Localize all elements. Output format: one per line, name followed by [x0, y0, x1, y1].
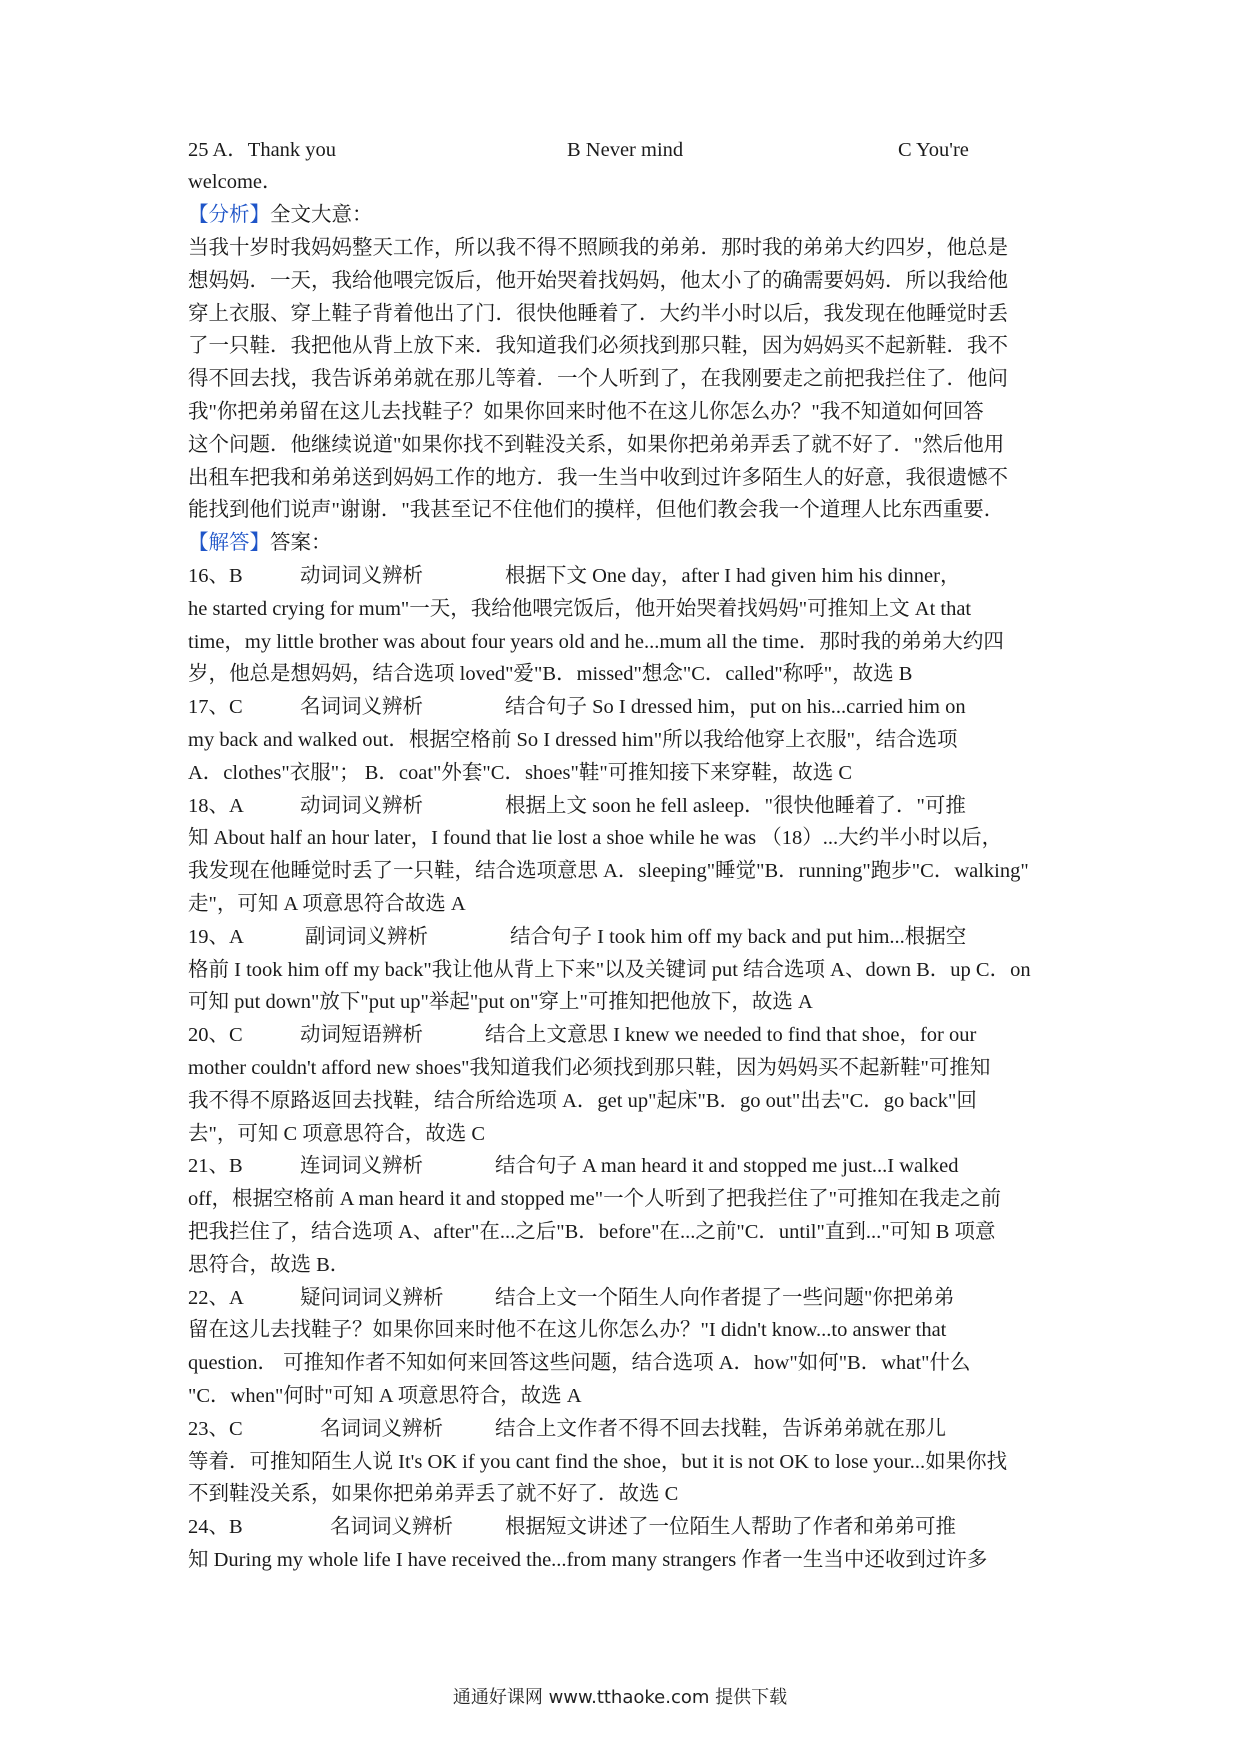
- answer-item-type: 动词短语辨析: [300, 1024, 423, 1047]
- answer-item-type: 疑问词词义辨析: [300, 1286, 444, 1309]
- q25-row: [188, 134, 336, 166]
- answer-item-number: 22、A: [188, 1286, 244, 1309]
- analysis-line: 得不回去找，我告诉弟弟就在那儿等着．一个人听到了，在我刚要走之前把我拦住了．他问: [188, 368, 1008, 391]
- answer-item-explanation: 结合上文作者不得不回去找鞋，告诉弟弟就在那儿: [495, 1417, 946, 1440]
- answer-item-line: 岁，他总是想妈妈，结合选项 loved"爱"B．missed"想念"C．called"称呼"，故选 B: [188, 663, 913, 686]
- answer-item-line: A．clothes"衣服"； B．coat"外套"C．shoes"鞋"可推知接下来穿鞋，故选 C: [188, 761, 853, 784]
- answer-item-line: 留在这儿去找鞋子？如果你回来时他不在这儿你怎么办？"I didn't know...to answer that: [188, 1319, 947, 1342]
- analysis-line: 了一只鞋．我把他从背上放下来．我知道我们必须找到那只鞋，因为妈妈买不起新鞋．我不: [188, 335, 1008, 358]
- answer-item-line: 可知 put down"放下"put up"举起"put on"穿上"可推知把他放下，故选 A: [188, 991, 813, 1014]
- answer-item-explanation: 结合上文一个陌生人向作者提了一些问题"你把弟弟: [495, 1286, 955, 1309]
- page-footer: 通通好课网 www.tthaoke.com 提供下载: [452, 1687, 788, 1708]
- answer-item-explanation: 结合句子 I took him off my back and put him...根据空: [510, 925, 967, 948]
- q25-option-b: B Never mind: [567, 139, 684, 161]
- answer-item-line: "C．when"何时"可知 A 项意思符合，故选 A: [188, 1385, 582, 1407]
- answer-item-line: off，根据空格前 A man heard it and stopped me"一个人听到了把我拦住了"可推知在我走之前: [188, 1188, 1001, 1211]
- answer-item-explanation: 结合句子 A man heard it and stopped me just...I walked: [495, 1155, 959, 1178]
- answer-item-line: 去"，可知 C 项意思符合，故选 C: [188, 1122, 486, 1145]
- answer-item-explanation: 结合上文意思 I knew we needed to find that shoe，for our: [485, 1024, 977, 1047]
- answer-item-number: 19、A: [188, 925, 244, 948]
- answer-item-line: 思符合，故选 B．: [188, 1253, 351, 1276]
- answer-heading: [188, 527, 332, 559]
- analysis-line: 想妈妈．一天，我给他喂完饭后，他开始哭着找妈妈，他太小了的确需要妈妈．所以我给他: [188, 269, 1008, 292]
- answer-item-line: 我发现在他睡觉时丢了一只鞋，结合选项意思 A．sleeping"睡觉"B．running"跑步"C．walking": [188, 860, 1029, 883]
- answer-item-line: time，my little brother was about four years old and he...mum all the time．那时我的弟弟大约四: [188, 630, 1004, 653]
- answer-item-number: 23、C: [188, 1417, 243, 1440]
- answer-item-type: 名词词义辨析: [330, 1516, 453, 1539]
- answer-item-line: he started crying for mum"一天，我给他喂完饭后，他开始哭着找妈妈"可推知上文 At that: [188, 597, 972, 620]
- answer-item-explanation: 结合句子 So I dressed him，put on his...carried him on: [505, 696, 966, 719]
- answer-item-line: 知 During my whole life I have received the...from many strangers 作者一生当中还收到过许多: [188, 1549, 988, 1571]
- answer-item-line: 格前 I took him off my back"我让他从背上下来"以及关键词 put 结合选项 A、down B．up C．on: [188, 958, 1031, 981]
- answer-item-number: 21、B: [188, 1155, 243, 1178]
- answer-item-number: 18、A: [188, 794, 244, 817]
- analysis-line: 当我十岁时我妈妈整天工作，所以我不得不照顾我的弟弟．那时我的弟弟大约四岁，他总是: [188, 237, 1008, 259]
- answer-title: 答案：: [270, 532, 332, 554]
- answer-item-type: 动词词义辨析: [300, 565, 423, 587]
- analysis-line: 穿上衣服、穿上鞋子背着他出了门．很快他睡着了．大约半小时以后，我发现在他睡觉时丢: [188, 302, 1008, 325]
- answer-item-line: mother couldn't afford new shoes"我知道我们必须找到那只鞋，因为妈妈买不起新鞋"可推知: [188, 1057, 991, 1079]
- answer-item-number: 17、C: [188, 696, 243, 719]
- answer-item-type: 名词词义辨析: [300, 696, 423, 719]
- answer-item-line: 我不得不原路返回去找鞋，结合所给选项 A．get up"起床"B．go out"出去"C．go back"回: [188, 1089, 977, 1112]
- answer-item-explanation: 根据上文 soon he fell asleep．"很快他睡着了．"可推: [505, 794, 966, 817]
- analysis-line: 这个问题．他继续说道"如果你找不到鞋没关系，如果你把弟弟弄丢了就不好了．"然后他用: [188, 433, 1005, 456]
- answer-item-number: 24、B: [188, 1516, 243, 1539]
- analysis-line: 我"你把弟弟留在这儿去找鞋子？如果你回来时他不在这儿你怎么办？"我不知道如何回答: [188, 401, 984, 423]
- answer-item-explanation: 根据短文讲述了一位陌生人帮助了作者和弟弟可推: [505, 1516, 956, 1539]
- answer-item-line: my back and walked out．根据空格前 So I dressed him"所以我给他穿上衣服"，结合选项: [188, 729, 958, 751]
- answer-item-type: 名词词义辨析: [320, 1417, 443, 1440]
- answer-item-line: 把我拦住了，结合选项 A、after"在...之后"B．before"在...之前"C．until"直到..."可知 B 项意: [188, 1221, 996, 1243]
- answer-item-type: 连词词义辨析: [300, 1155, 423, 1178]
- q25-option-c: C You're: [898, 139, 969, 161]
- answer-item-number: 16、B: [188, 565, 243, 587]
- analysis-line: 能找到他们说声"谢谢．"我甚至记不住他们的摸样，但他们教会我一个道理人比东西重要．: [188, 499, 1005, 522]
- answer-item-line: 走"，可知 A 项意思符合故选 A: [188, 893, 466, 915]
- analysis-line: 出租车把我和弟弟送到妈妈工作的地方．我一生当中收到过许多陌生人的好意，我很遗憾不: [188, 466, 1008, 489]
- answer-tag: 【解答】: [188, 532, 270, 554]
- analysis-heading: [188, 199, 373, 231]
- answer-item-number: 20、C: [188, 1024, 243, 1047]
- q25-option-c-cont: welcome．: [188, 171, 283, 193]
- answer-item-explanation: 根据下文 One day，after I had given him his dinner，: [505, 565, 961, 587]
- answer-item-line: 等着．可推知陌生人说 It's OK if you cant find the shoe，but it is not OK to lose your...如果你找: [188, 1450, 1008, 1473]
- answer-item-type: 副词词义辨析: [305, 925, 428, 948]
- q25-option-a: 25 A．Thank you: [188, 139, 337, 161]
- answer-item-line: 知 About half an hour later，I found that lie lost a shoe while he was （18）...大约半小时以后，: [188, 827, 1003, 850]
- answer-item-line: question． 可推知作者不知如何来回答这些问题，结合选项 A．how"如何"B．what"什么: [188, 1352, 971, 1375]
- answer-item-line: 不到鞋没关系，如果你把弟弟弄丢了就不好了．故选 C: [188, 1483, 679, 1506]
- analysis-tag: 【分析】: [188, 204, 270, 226]
- answer-item-type: 动词词义辨析: [300, 794, 423, 817]
- analysis-title: 全文大意：: [270, 204, 373, 226]
